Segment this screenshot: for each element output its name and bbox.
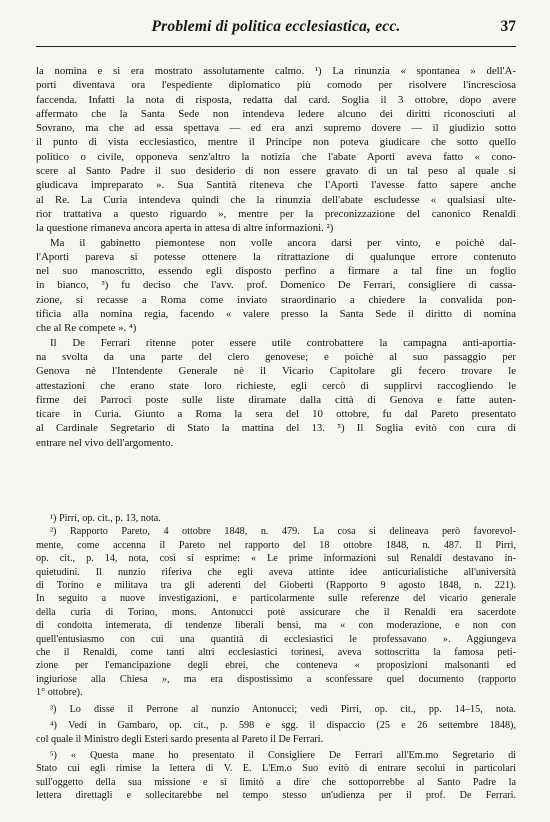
footnote-line: sull'oggetto della sua missione e si limitò a dire che sottoporrebbe al Santo Padre la [36, 776, 516, 788]
text-line: al Re. La Curia intendeva quindi che la rinunzia dell'abate escludesse « qualsiasi ulte- [36, 193, 516, 206]
footnote-line: lettera direttagli e sollecitarebbe nel tempo stesso un'udienza per il prof. De Ferrari. [36, 790, 516, 802]
footnote-line: In seguito a nuove investigazioni, e particolarmente sulle referenze del vicario generale [36, 593, 516, 605]
footnote-line: della curia di Torino, mons. Antonucci potè assicurare che il Renaldi era sacerdote [36, 606, 516, 618]
footnote-line: 1° ottobre). [36, 687, 83, 699]
text-line: l'Aporti pareva si potesse ottenere la ritrattazione di qualunque errore contenuto [36, 250, 516, 263]
text-line: la nomina e si era mostrato assolutamente calmo. ¹) La rinunzia « spontanea » dell'A- [36, 65, 516, 77]
page-header [36, 18, 516, 42]
running-title: Problemi di politica ecclesiastica, ecc. [151, 18, 401, 35]
text-line: al Cardinale Segretario di Stato la mattina del 13. ⁵) Il Soglia evitò con cura di [36, 422, 516, 435]
footnote-line: ²) Rapporto Pareto, 4 ottobre 1848, n. 479. La cosa si delineava però favorevol- [50, 526, 516, 538]
footnote-line: ¹) Pirri, op. cit., p. 13, nota. [50, 513, 161, 524]
footnote-line: di condotta intemerata, di tendenze liberali bensì, ma « con moderazione, e non con [36, 620, 516, 632]
text-line: che al Re compete ». ⁴) [36, 322, 137, 335]
text-line: tificia alla nomina regia, facendo « valere presso la Santa Sede il diritto di nomina [36, 308, 516, 321]
footnote-line: Stato cui egli rimise la lettera di V. E. L'Em.o Suo evitò di entrare secolui in particolari [36, 763, 516, 775]
footnote-line: che il Renaldi, come tanti altri ecclesiastici torinesi, aveva sottoscritta la famosa peti- [36, 647, 516, 659]
footnote-line: quietudini. Il nunzio riferiva che egli aveva attinte idee anticurialistiche all'università [36, 566, 516, 578]
text-line: il punto di vista ecclesiastico, mentre il Principe non poteva giudicare che sotto quello [36, 136, 516, 149]
footnote-line: ⁵) « Questa mane ho presentato il Consigliere De Ferrari all'Em.mo Segretario di [50, 749, 516, 761]
text-line: attestazioni che erano state loro richieste, egli cercò di supplirvi raccogliendo le [36, 379, 516, 392]
text-line: rior trattativa a questo riguardo », mentre per la preconizzazione del canonico Renaldi [36, 207, 516, 220]
text-line: affermato che la Santa Sede non intendeva ledere alcuno dei diritti riconosciuti al [36, 107, 516, 120]
main-text [36, 64, 516, 450]
text-line: Il De Ferrari ritenne poter essere utile controbattere la campagna anti-aportia- [50, 336, 516, 349]
text-line: Genova nè l'Intendente Generale nè il Vicario Capitolare gli fecero trovare le [36, 365, 516, 378]
footnote-line: op. cit., p. 14, nota, così si esprime: « Le prime informazioni sul Renaldi destavano in- [36, 553, 516, 565]
text-line: la questione rimaneva ancora aperta in attesa di altre informazioni. ²) [36, 222, 334, 235]
text-line: nel suo manoscritto, essendo egli disposto perfino a firmare a tal fine un foglio [36, 265, 516, 278]
footnote-line: mente, come accenna il Pareto nel rapporto del 18 ottobre 1848, n. 487. Il Pirri, [36, 539, 516, 551]
footnote-line: quell'entusiasmo con cui una quantità di ecclesiastici le professavano ». Aggiungeva [36, 633, 516, 645]
text-line: zione, si recasse a Roma come inviato straordinario a chiedere la convalida pon- [36, 293, 516, 306]
footnote-line: ⁴) Vedi in Gambaro, op. cit., p. 598 e sgg. il dispaccio (25 e 26 settembre 1848), [50, 720, 516, 732]
text-line: Ma il gabinetto piemontese non volle ancora darsi per vinto, e poichè dal- [50, 236, 516, 249]
footnote-line: col quale il Ministro degli Esteri sardo presenta al Pareto il De Ferrari. [36, 733, 324, 745]
text-line: Sovrano, ma che ad essa spettava — ed era anzi supremo dovere — il giudizio sotto [36, 122, 516, 135]
text-line: entrare nel vivo dell'argomento. [36, 436, 174, 449]
footnote-line: ingiuriose alla Chiesa », ma era dispostissimo a sconfessare quel documento (rapporto [36, 673, 516, 685]
footnotes [36, 512, 516, 803]
footnote-line: zione per l'emancipazione degli ebrei, che conteneva « proposizioni malsonanti ed [36, 660, 516, 672]
page-number: 37 [500, 18, 516, 35]
text-line: na svolta da una parte del clero genovese; e poichè al suo passaggio per [36, 350, 516, 363]
text-line: firme dei Parroci poste sulle liste diramate dalla città di Genova e fatte auten- [36, 393, 516, 406]
header-rule [36, 46, 516, 47]
footnote-line: di Torino e militava tra gli aderenti del Gioberti (Rapporto 9 agosto 1848, n. 221). [36, 580, 516, 592]
text-line: politico o civile, opponeva senz'altro la notizia che l'abate Aporti aveva fatto « cono- [36, 150, 516, 163]
text-line: giudicava impreparato ». Sua Santità riteneva che l'Aporti l'avesse fatto sapere anche [36, 179, 516, 192]
text-line: ticare in Curia. Giunto a Roma la sera del 10 ottobre, fu dal Pareto presentato [36, 408, 516, 421]
text-line: faccenda. Infatti la nota di risposta, redatta dal card. Soglia il 3 ottobre, dopo avere [36, 93, 516, 106]
text-line: scere al Santo Padre il suo desiderio di non essere gravato di un tal peso al quale si [36, 165, 516, 178]
text-line: porti diventava ora l'espediente diplomatico più comodo per risolvere l'incresciosa [36, 79, 516, 92]
text-line: in bianco, ³) fu deciso che l'avv. prof. Domenico De Ferrari, consigliere di cassa- [36, 279, 516, 292]
footnote-line: ³) Lo disse il Perrone al nunzio Antonucci; vedi Pirri, op. cit., pp. 14–15, nota. [50, 703, 516, 715]
